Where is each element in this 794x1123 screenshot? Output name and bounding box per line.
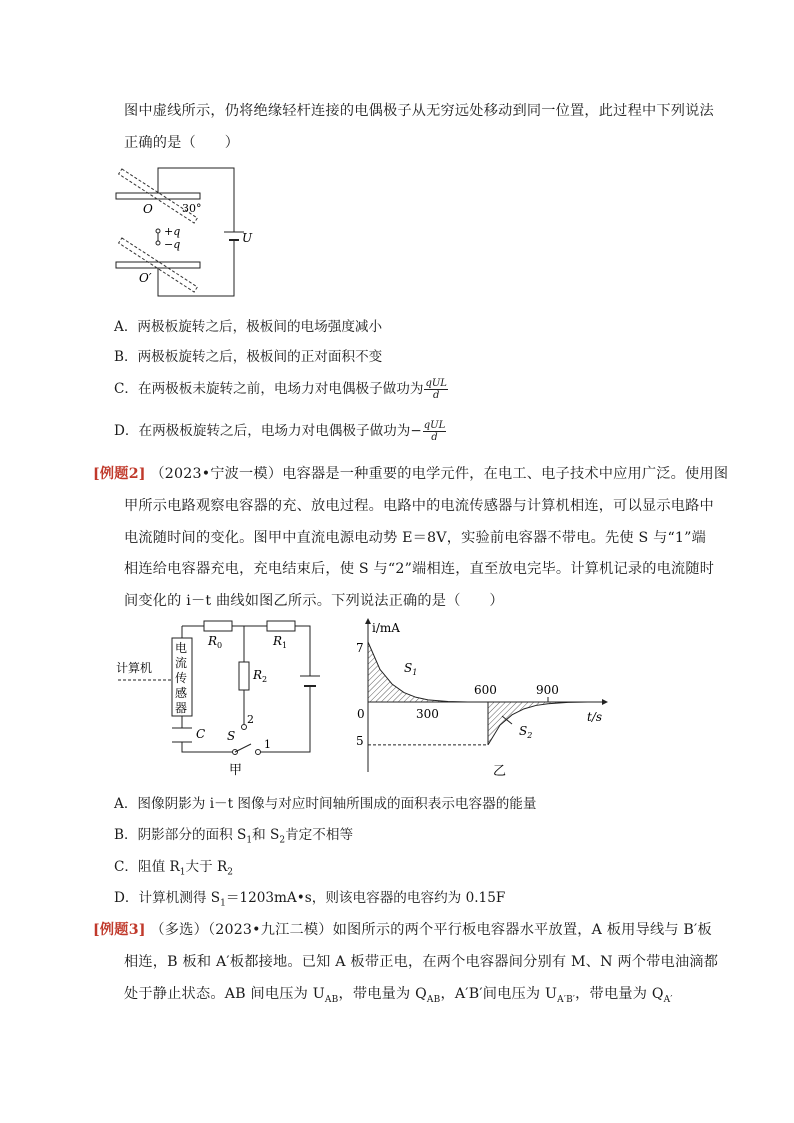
q1-option-d-text: D．在两极板旋转之后，电场力对电偶极子做功为− <box>114 423 422 439</box>
svg-text:感: 感 <box>175 686 188 700</box>
x-axis-arrow <box>602 699 608 705</box>
top-plate <box>116 193 200 199</box>
intro-line-2: 正确的是（ ） <box>124 135 240 151</box>
x-tick-900: 900 <box>536 683 559 697</box>
ex2-tag: [例题2] <box>93 466 146 482</box>
area-S2 <box>488 702 588 745</box>
ex2-line-3: 电流随时间的变化。图甲中直流电源电动势 E＝8V，实验前电容器不带电。先使 S 与“1”端 <box>124 530 706 546</box>
q1-option-c-fraction: $\frac{\text{qUL}}{d}$ <box>425 378 447 401</box>
switch-contact-1 <box>256 750 261 755</box>
svg-text:S: S <box>227 729 236 743</box>
series-label-S1: $S_1$ <box>404 661 418 677</box>
svg-text:R2: $R_2$ <box>253 668 268 684</box>
circuit-figure <box>112 616 322 778</box>
series-label-S2: $S_2$ <box>519 724 533 740</box>
ex2-line-4: 相连给电容器充电，充电结束后，使 S 与“2”端相连，直至放电完毕。计算机记录的电流随时 <box>124 561 715 577</box>
resistor-R0 <box>204 621 232 631</box>
svg-text:R1: $R_1$ <box>273 634 288 650</box>
y-tick-5: 5 <box>356 734 364 748</box>
y-axis-arrow <box>365 618 371 624</box>
svg-text:C: C <box>196 727 206 741</box>
x-axis-label: t/s <box>587 710 603 724</box>
label-minus-q: −q <box>164 238 181 251</box>
ex2-line-2: 甲所示电路观察电容器的充、放电过程。电路中的电流传感器与计算机相连，可以显示电路中 <box>124 498 714 514</box>
switch-blade <box>235 744 251 752</box>
q2-option-b: B．阴影部分的面积 $S_1$和 $S_2$肯定不相等 <box>114 827 354 846</box>
label-O: O <box>143 202 153 216</box>
chart-caption: 乙 <box>493 764 507 779</box>
bottom-plate <box>116 262 200 268</box>
ex2-line-1: [例题2] （2023•宁波一模）电容器是一种重要的电学元件，在电工、电子技术中应用广泛。使用图 <box>93 466 729 482</box>
svg-text:器: 器 <box>175 701 188 715</box>
intro-line-1: 图中虚线所示，仍将绝缘轻杆连接的电偶极子从无穷远处移动到同一位置，此过程中下列说法 <box>124 103 714 119</box>
label-computer: 计算机 <box>116 661 153 675</box>
q2-option-c: C．阻值 $R_1$大于 $R_2$ <box>114 859 233 878</box>
svg-text:传: 传 <box>175 671 188 685</box>
ex3-tag: [例题3] <box>93 922 146 938</box>
q1-option-d <box>114 419 446 443</box>
resistor-R1 <box>267 621 295 631</box>
ex3-line-3: 处于静止状态。AB 间电压为 $U_{AB}$，带电量为 $Q_{AB}$，A′B′间电压为 $U_{A'B'}$，带电量为 $Q_{A'}$ <box>124 986 673 1005</box>
svg-text:R0: $R_0$ <box>208 634 223 650</box>
q1-option-c <box>114 377 448 401</box>
q1-option-a: A．两极板旋转之后，极板间的电场强度减小 <box>114 319 383 335</box>
x-tick-300: 300 <box>416 707 439 721</box>
label-U: U <box>242 231 253 245</box>
switch-contact-2 <box>242 725 247 730</box>
ex3-line-1: [例题3] （多选）（2023•九江二模）如图所示的两个平行板电容器水平放置，A 板用导线与 B′板 <box>93 922 712 938</box>
svg-text:电: 电 <box>175 641 188 655</box>
svg-text:1: 1 <box>264 738 271 751</box>
q1-option-c-text: C．在两极板未旋转之前，电场力对电偶极子做功为 <box>114 381 424 397</box>
i-t-chart <box>352 612 612 780</box>
q2-option-a: A．图像阴影为 i－t 图像与对应时间轴所围成的面积表示电容器的能量 <box>114 796 537 812</box>
y-tick-7: 7 <box>356 641 364 655</box>
svg-text:流: 流 <box>175 656 188 670</box>
ex3-line-2: 相连，B 板和 A′板都接地。已知 A 板带正电，在两个电容器间分别有 M、N 两个带电油滴都 <box>124 954 719 970</box>
x-tick-600: 600 <box>474 683 497 697</box>
capacitor-dipole-figure <box>110 160 270 302</box>
label-O-prime: O′ <box>139 271 152 285</box>
label-plus-q: +q <box>164 225 181 238</box>
circuit-caption: 甲 <box>229 763 243 778</box>
svg-text:2: 2 <box>247 713 254 726</box>
dipole-positive <box>156 229 160 233</box>
y-axis-label: i/mA <box>372 621 400 635</box>
ex2-line-5: 间变化的 i－t 曲线如图乙所示。下列说法正确的是（ ） <box>124 593 504 609</box>
origin-label: 0 <box>357 707 365 721</box>
dipole-negative <box>156 241 160 245</box>
resistor-R2 <box>239 662 249 690</box>
area-S1 <box>368 642 468 702</box>
q1-option-b: B．两极板旋转之后，极板间的正对面积不变 <box>114 349 383 365</box>
q1-option-d-fraction: $\frac{\text{qUL}}{d}$ <box>423 420 446 443</box>
q2-option-d: D．计算机测得 $S_1=1203mA•s$，则该电容器的电容约为 0.15F <box>114 890 506 909</box>
label-angle: 30° <box>182 202 202 215</box>
